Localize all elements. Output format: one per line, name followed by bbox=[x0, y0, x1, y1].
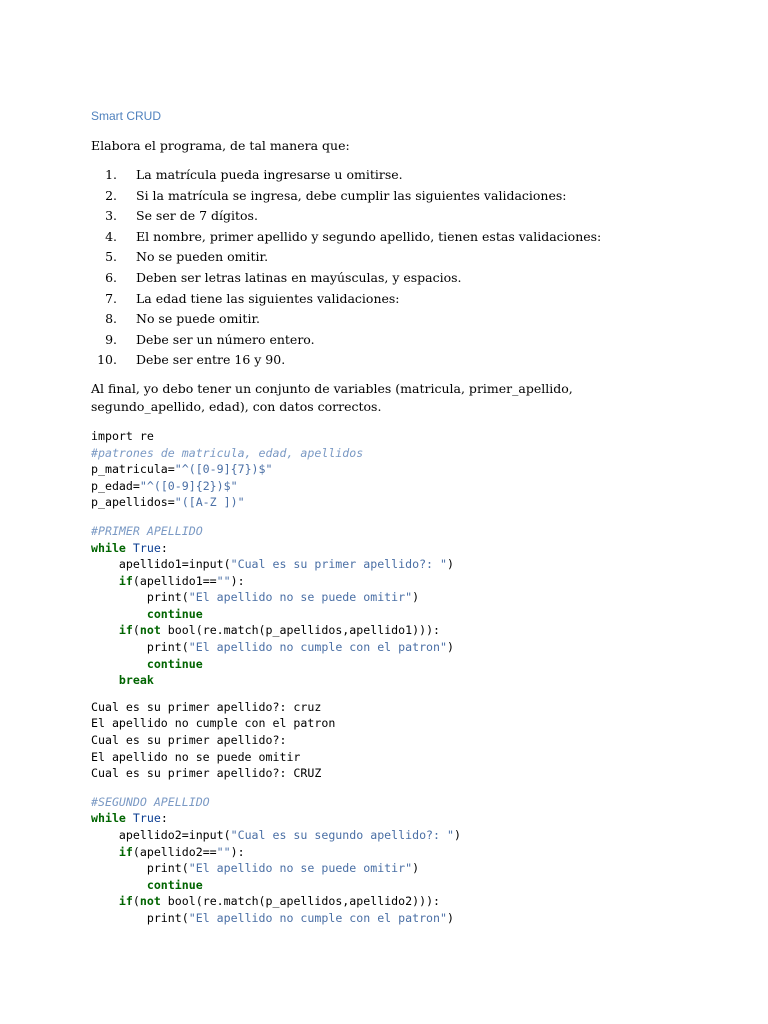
code-text: print( bbox=[91, 590, 189, 605]
code-line bbox=[91, 639, 731, 656]
code-line bbox=[91, 893, 731, 910]
list-text: Debe ser un número entero. bbox=[136, 331, 315, 347]
output-line: El apellido no cumple con el patron bbox=[91, 716, 336, 731]
output-line: Cual es su primer apellido?: cruz bbox=[91, 699, 322, 714]
list-text: No se puede omitir. bbox=[136, 311, 261, 327]
intro-paragraph: Elabora el programa, de tal manera que: bbox=[91, 138, 350, 153]
list-text: Debe ser entre 16 y 90. bbox=[136, 352, 286, 368]
code-string: "([A-Z ])" bbox=[174, 495, 245, 510]
code-line bbox=[91, 589, 731, 606]
code-line bbox=[91, 606, 731, 623]
code-line bbox=[91, 556, 731, 573]
code-text: apellido1=input( bbox=[91, 557, 231, 572]
code-keyword: if bbox=[118, 573, 133, 588]
list-text: La matrícula pueda ingresarse u omitirse. bbox=[136, 167, 403, 182]
code-line bbox=[91, 622, 731, 639]
list-number: 8. bbox=[105, 311, 117, 327]
list-number: 7. bbox=[105, 290, 117, 306]
code-text: p_matricula= bbox=[91, 462, 175, 477]
requirements-list bbox=[91, 165, 731, 371]
code-line: import re bbox=[91, 428, 154, 443]
code-line bbox=[91, 877, 731, 894]
code-line bbox=[91, 810, 731, 827]
code-text: ( bbox=[132, 894, 140, 909]
code-text: : bbox=[160, 811, 168, 826]
code-line bbox=[91, 827, 731, 844]
list-text: Si la matrícula se ingresa, debe cumplir las siguientes validaciones: bbox=[136, 187, 567, 203]
code-string: "Cual es su segundo apellido?: " bbox=[230, 828, 454, 842]
code-keyword: while bbox=[91, 811, 126, 826]
list-item bbox=[91, 268, 731, 289]
code-line bbox=[91, 494, 731, 511]
list-number: 6. bbox=[105, 269, 117, 285]
code-string: "^([0-9]{2})$" bbox=[139, 478, 238, 493]
code-text: ) bbox=[412, 590, 420, 605]
code-text: bool(re.match(p_apellidos,apellido1))): bbox=[160, 623, 441, 638]
code-text: ) bbox=[447, 640, 454, 655]
list-number: 4. bbox=[105, 228, 117, 244]
code-text: (apellido2== bbox=[132, 844, 217, 859]
output-line: Cual es su primer apellido?: bbox=[91, 733, 287, 748]
list-text: No se pueden omitir. bbox=[136, 249, 269, 265]
list-item bbox=[91, 330, 731, 351]
output-line: Cual es su primer apellido?: CRUZ bbox=[91, 766, 322, 781]
code-block-segundo-apellido bbox=[91, 794, 731, 927]
closing-line-2: segundo_apellido, edad), con datos correctos. bbox=[91, 398, 382, 414]
code-text: ) bbox=[447, 910, 454, 925]
code-text: apellido2=input( bbox=[91, 828, 231, 842]
code-text: ): bbox=[230, 844, 245, 859]
code-keyword: continue bbox=[146, 606, 203, 621]
list-number: 2. bbox=[105, 187, 117, 203]
list-item bbox=[91, 350, 731, 371]
code-line bbox=[91, 461, 731, 478]
list-item bbox=[91, 186, 731, 207]
code-text: ) bbox=[412, 861, 420, 876]
code-comment: #patrones de matricula, edad, apellidos bbox=[91, 445, 364, 460]
list-item bbox=[91, 165, 731, 186]
code-text: p_apellidos= bbox=[91, 495, 175, 510]
code-keyword: not bbox=[139, 894, 161, 909]
code-builtin: True bbox=[132, 540, 161, 555]
closing-line-1: Al final, yo debo tener un conjunto de variables (matricula, primer_apellido, bbox=[91, 380, 573, 396]
code-keyword: continue bbox=[146, 656, 203, 671]
code-text: ) bbox=[453, 828, 461, 842]
code-text: print( bbox=[91, 640, 189, 655]
code-block-patterns bbox=[91, 428, 731, 511]
list-item bbox=[91, 206, 731, 227]
code-keyword: continue bbox=[146, 877, 203, 892]
code-line bbox=[91, 860, 731, 877]
code-keyword: if bbox=[118, 623, 133, 638]
list-number: 3. bbox=[105, 208, 117, 224]
list-text: La edad tiene las siguientes validaciones: bbox=[136, 290, 400, 306]
list-number: 10. bbox=[97, 352, 117, 368]
code-string: "" bbox=[216, 844, 231, 859]
code-keyword: if bbox=[118, 894, 133, 909]
list-item bbox=[91, 309, 731, 330]
code-builtin: True bbox=[132, 811, 161, 826]
code-string: "^([0-9]{7})$" bbox=[174, 462, 273, 477]
code-text: print( bbox=[91, 861, 189, 876]
code-keyword: break bbox=[118, 673, 154, 688]
code-comment: #SEGUNDO APELLIDO bbox=[91, 794, 210, 809]
code-text: print( bbox=[91, 910, 189, 925]
list-item bbox=[91, 247, 731, 268]
code-line bbox=[91, 540, 731, 557]
list-text: Deben ser letras latinas en mayúsculas, y espacios. bbox=[136, 269, 462, 285]
list-number: 5. bbox=[105, 249, 117, 265]
code-string: "El apellido no cumple con el patron" bbox=[188, 640, 447, 655]
list-number: 1. bbox=[105, 167, 117, 182]
code-text: ( bbox=[132, 623, 140, 638]
list-item bbox=[91, 227, 731, 248]
code-line bbox=[91, 478, 731, 495]
code-line bbox=[91, 573, 731, 590]
document-title: Smart CRUD bbox=[91, 109, 162, 123]
code-text: (apellido1== bbox=[132, 573, 217, 588]
code-line bbox=[91, 844, 731, 861]
code-string: "" bbox=[216, 573, 231, 588]
console-output bbox=[91, 699, 731, 782]
code-line bbox=[91, 910, 731, 927]
code-string: "El apellido no se puede omitir" bbox=[188, 590, 413, 605]
code-string: "El apellido no se puede omitir" bbox=[188, 861, 413, 876]
code-text: ): bbox=[230, 573, 245, 588]
document-page bbox=[91, 108, 731, 927]
list-number: 9. bbox=[105, 331, 117, 347]
code-line bbox=[91, 656, 731, 673]
code-text: ) bbox=[447, 557, 454, 572]
code-keyword: while bbox=[91, 540, 126, 555]
list-text: Se ser de 7 dígitos. bbox=[136, 208, 258, 224]
code-text: p_edad= bbox=[91, 478, 140, 493]
code-string: "Cual es su primer apellido?: " bbox=[230, 557, 447, 572]
code-block-primer-apellido bbox=[91, 523, 731, 689]
code-string: "El apellido no cumple con el patron" bbox=[188, 910, 447, 925]
output-line: El apellido no se puede omitir bbox=[91, 749, 301, 764]
list-item bbox=[91, 289, 731, 310]
code-text: : bbox=[160, 540, 168, 555]
closing-paragraph bbox=[91, 380, 731, 416]
code-keyword: if bbox=[118, 844, 133, 859]
code-comment: #PRIMER APELLIDO bbox=[91, 523, 203, 538]
code-text: bool(re.match(p_apellidos,apellido2))): bbox=[160, 894, 441, 909]
list-text: El nombre, primer apellido y segundo apellido, tienen estas validaciones: bbox=[136, 228, 602, 244]
code-line bbox=[91, 672, 731, 689]
code-keyword: not bbox=[139, 623, 161, 638]
